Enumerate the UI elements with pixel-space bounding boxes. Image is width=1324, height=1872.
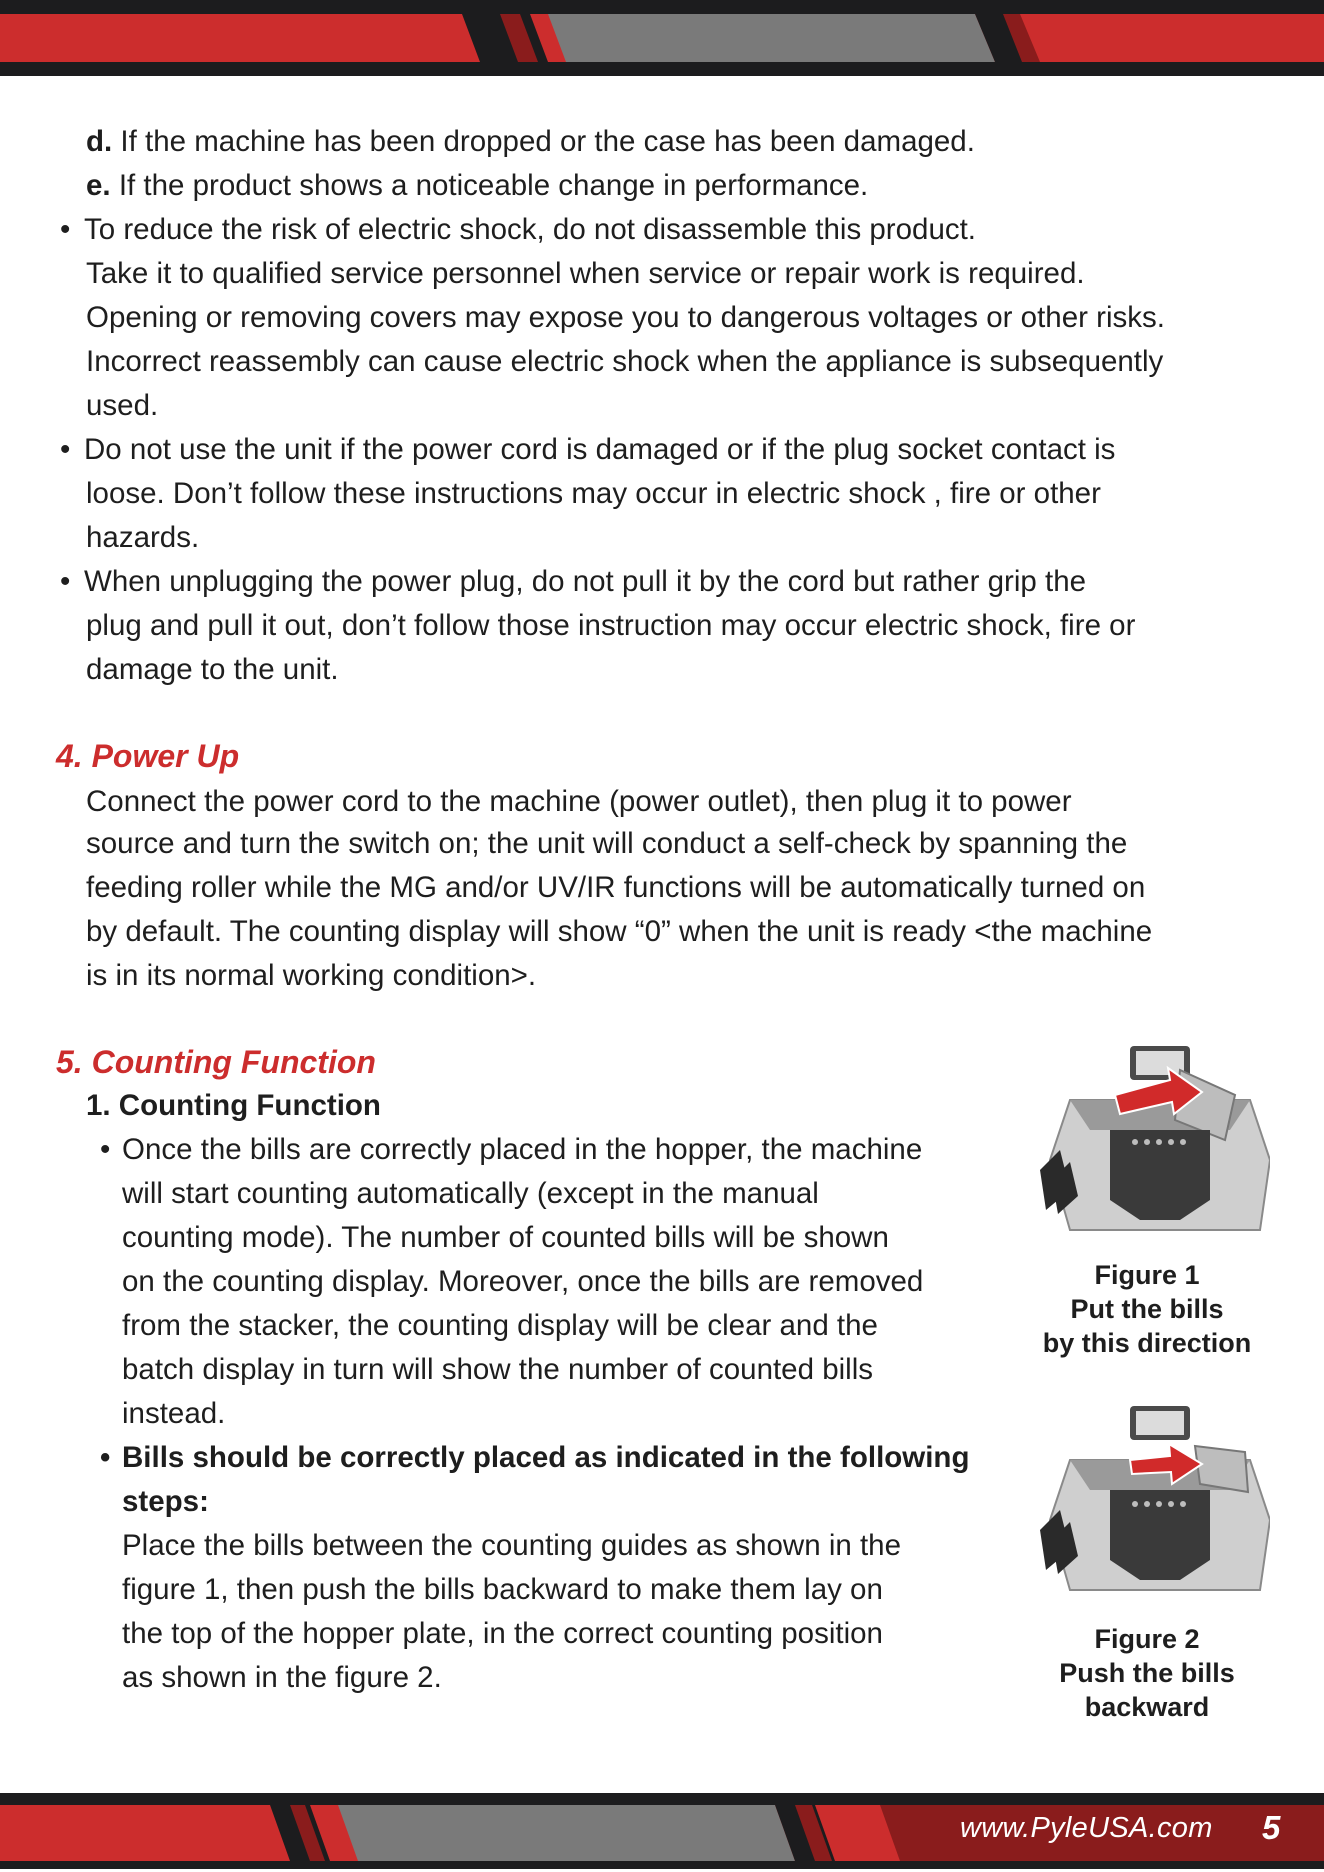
power-up-line: feeding roller while the MG and/or UV/IR functions will be automatically turned on [86, 871, 1146, 904]
item-d-label: d. [86, 125, 113, 158]
figure-2-image [1030, 1400, 1270, 1605]
counting-bullet-2-line: figure 1, then push the bills backward to make them lay on [122, 1573, 883, 1606]
safety-bullet-2-line: hazards. [86, 521, 200, 554]
safety-item-e [86, 164, 868, 208]
figure-1-caption-line: by this direction [1042, 1328, 1252, 1358]
counting-bullet-1-line: will start counting automatically (except in the manual [122, 1177, 819, 1210]
section-heading-counting: 5. Counting Function [56, 1044, 376, 1080]
figure-1-image [1030, 1040, 1270, 1245]
bullet-dot: • [100, 1441, 111, 1474]
subheading-counting-function: 1. Counting Function [86, 1089, 381, 1122]
figure-1-caption-line: Put the bills [1070, 1294, 1224, 1324]
safety-bullet-3-line: plug and pull it out, don’t follow those instruction may occur electric shock, fire or [86, 609, 1136, 642]
figure-1-caption [1022, 1258, 1272, 1360]
page-number: 5 [1262, 1809, 1281, 1846]
power-up-line: by default. The counting display will show “0” when the unit is ready <the machine [86, 915, 1153, 948]
item-e-text: If the product shows a noticeable change in performance. [118, 169, 869, 202]
header-band [0, 0, 1324, 78]
safety-bullet-1-line: Take it to qualified service personnel when service or repair work is required. [86, 257, 1085, 290]
counting-bullet-1-line: batch display in turn will show the number of counted bills [122, 1353, 874, 1386]
bullet-dot: • [60, 565, 71, 598]
bill-counter-machine-icon [1030, 1400, 1270, 1600]
section-heading-power-up: 4. Power Up [56, 738, 240, 774]
power-up-line: source and turn the switch on; the unit will conduct a self-check by spanning the [86, 827, 1128, 860]
safety-bullet-1-line: To reduce the risk of electric shock, do not disassemble this product. [84, 213, 976, 246]
counting-bullet-2-bold-line: Bills should be correctly placed as indicated in the following [122, 1441, 970, 1474]
safety-bullet-1-line: Opening or removing covers may expose you to dangerous voltages or other risks. [86, 301, 1165, 334]
figure-2-caption [1022, 1622, 1272, 1724]
counting-bullet-1-line: instead. [122, 1397, 226, 1430]
safety-bullet-3-line: damage to the unit. [86, 653, 339, 686]
bullet-dot: • [60, 433, 71, 466]
counting-bullet-2-line: as shown in the figure 2. [122, 1661, 442, 1694]
figure-2-caption-line: Push the bills [1059, 1658, 1235, 1688]
item-e-label: e. [86, 169, 111, 202]
safety-bullet-1-line: Incorrect reassembly can cause electric shock when the appliance is subsequently [86, 345, 1164, 378]
counting-bullet-1-line: from the stacker, the counting display will be clear and the [122, 1309, 878, 1342]
counting-bullet-1-line: Once the bills are correctly placed in the hopper, the machine [122, 1133, 923, 1166]
counting-bullet-1-line: counting mode). The number of counted bills will be shown [122, 1221, 889, 1254]
safety-bullet-3-line: When unplugging the power plug, do not pull it by the cord but rather grip the [84, 565, 1087, 598]
figure-2-caption-line: backward [1084, 1692, 1210, 1722]
figure-1-caption-line: Figure 1 [1094, 1260, 1200, 1290]
power-up-line: is in its normal working condition>. [86, 959, 537, 992]
footer-website-url[interactable]: www.PyleUSA.com [960, 1812, 1213, 1844]
power-up-line: Connect the power cord to the machine (power outlet), then plug it to power [86, 785, 1072, 818]
counting-bullet-1-line: on the counting display. Moreover, once the bills are removed [122, 1265, 924, 1298]
bill-counter-machine-icon [1030, 1040, 1270, 1240]
bullet-dot: • [60, 213, 71, 246]
safety-bullet-2-line: Do not use the unit if the power cord is damaged or if the plug socket contact is [84, 433, 1116, 466]
counting-bullet-2-line: the top of the hopper plate, in the correct counting position [122, 1617, 883, 1650]
safety-item-d [86, 120, 975, 164]
safety-bullet-1-line: used. [86, 389, 159, 422]
safety-bullet-2-line: loose. Don’t follow these instructions may occur in electric shock , fire or other [86, 477, 1101, 510]
counting-bullet-2-bold-line: steps: [122, 1485, 209, 1518]
header-stripes [0, 0, 1324, 78]
bullet-dot: • [100, 1133, 111, 1166]
item-d-text: If the machine has been dropped or the case has been damaged. [120, 125, 975, 158]
figure-2-caption-line: Figure 2 [1094, 1624, 1200, 1654]
counting-bullet-2-line: Place the bills between the counting guides as shown in the [122, 1529, 901, 1562]
